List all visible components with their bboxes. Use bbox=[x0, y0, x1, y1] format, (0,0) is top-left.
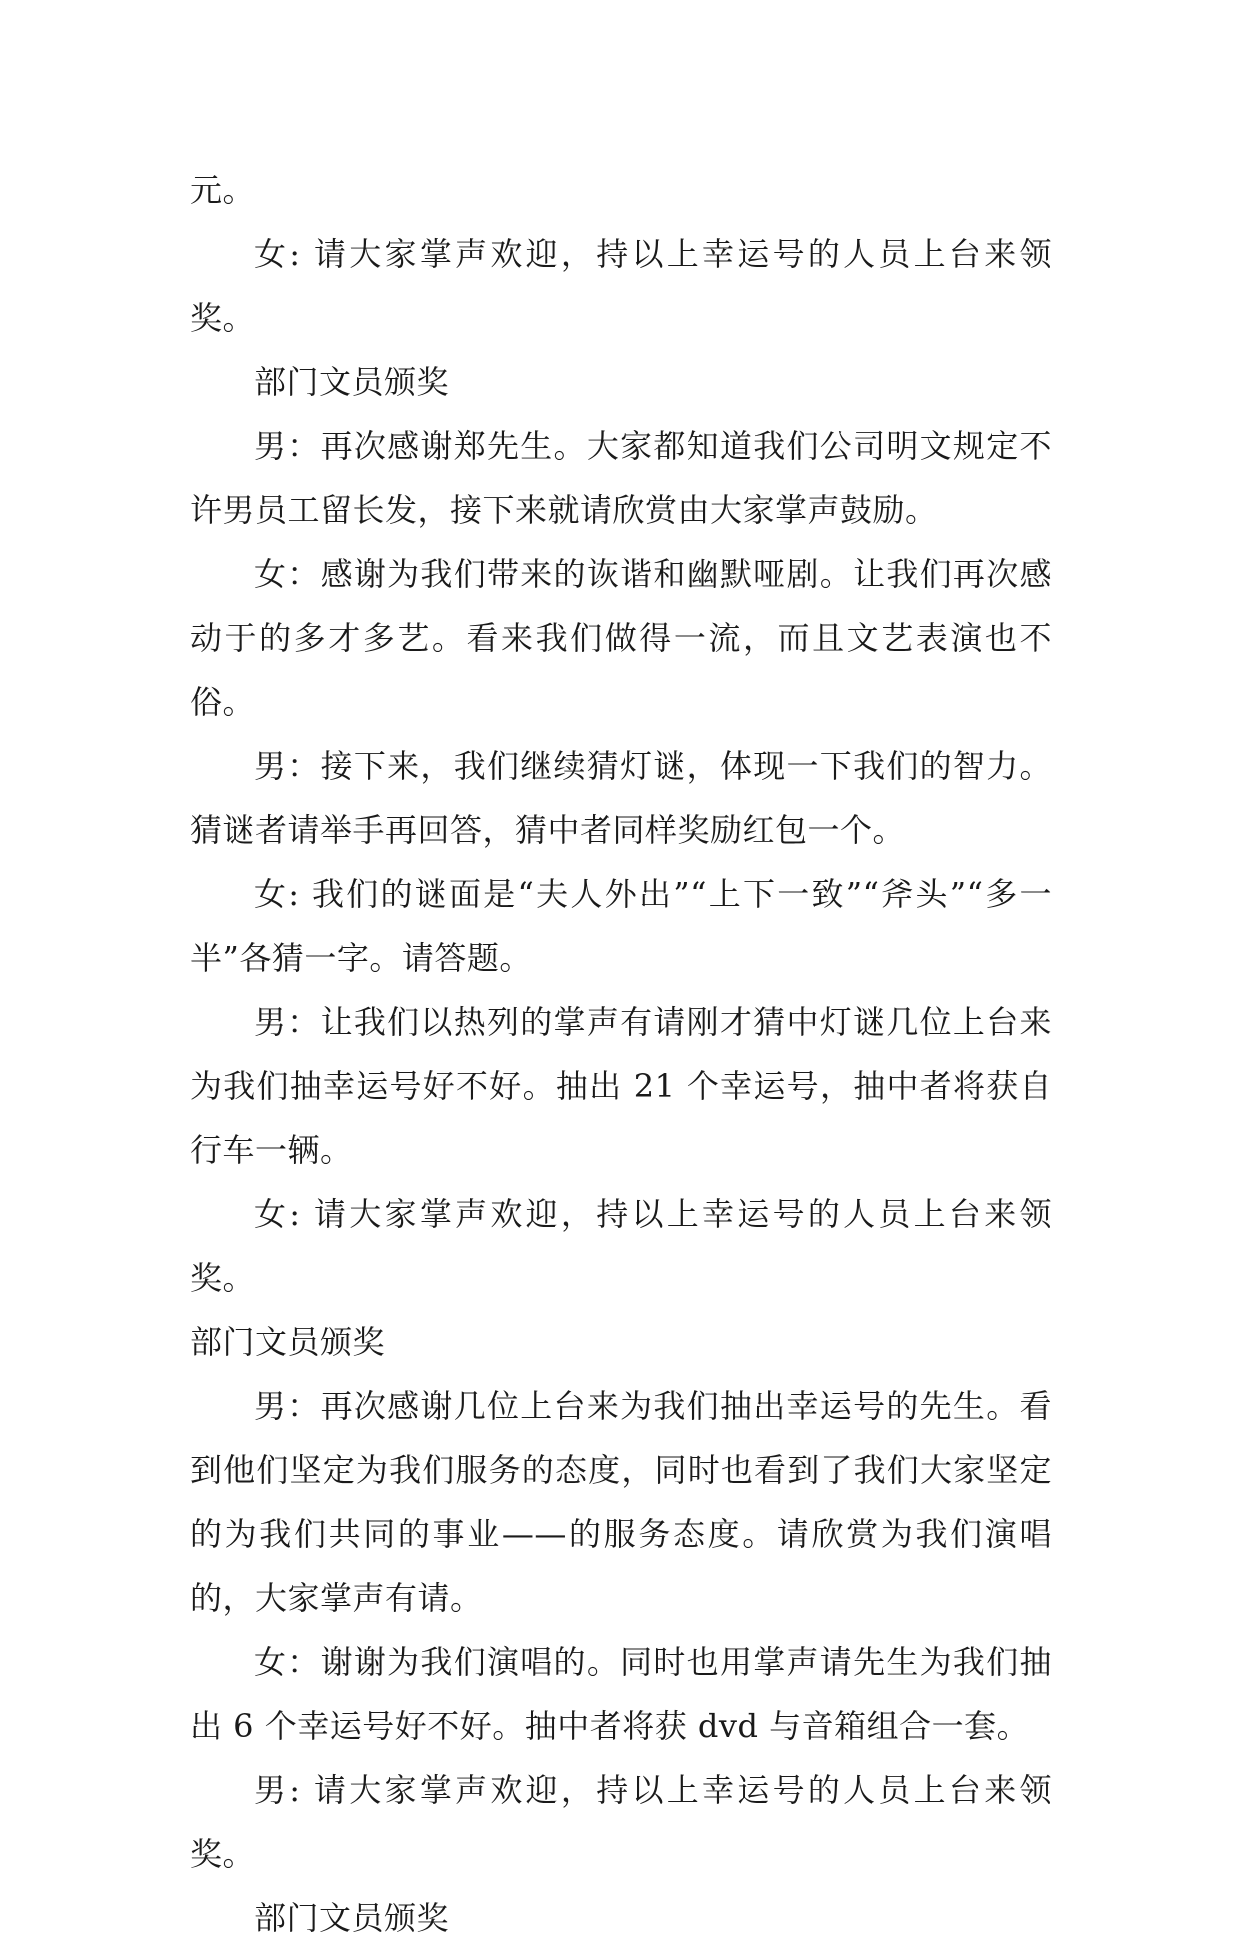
paragraph: 部门文员颁奖 bbox=[190, 1323, 386, 1361]
paragraph: 女：谢谢为我们演唱的。同时也用掌声请先生为我们抽出 6 个幸运号好不好。抽中者将获 dvd 与音箱组合一套。 bbox=[190, 1643, 1052, 1745]
paragraph: 部门文员颁奖 bbox=[254, 1899, 450, 1937]
paragraph: 女: 请大家掌声欢迎，持以上幸运号的人员上台来领奖。 bbox=[190, 235, 1052, 337]
paragraph: 女：感谢为我们带来的诙谐和幽默哑剧。让我们再次感动于的多才多艺。看来我们做得一流，而且文艺表演也不俗。 bbox=[190, 555, 1052, 721]
paragraph: 元。 bbox=[190, 171, 256, 209]
paragraph: 男：再次感谢郑先生。大家都知道我们公司明文规定不许男员工留长发，接下来就请欣赏由大家掌声鼓励。 bbox=[190, 427, 1052, 529]
paragraph: 部门文员颁奖 bbox=[254, 363, 450, 401]
paragraph: 女: 请大家掌声欢迎，持以上幸运号的人员上台来领奖。 bbox=[190, 1195, 1052, 1297]
document-body bbox=[190, 158, 1052, 1950]
paragraph: 男：让我们以热列的掌声有请刚才猜中灯谜几位上台来为我们抽幸运号好不好。抽出 21 个幸运号，抽中者将获自行车一辆。 bbox=[190, 1003, 1052, 1169]
paragraph: 男: 请大家掌声欢迎，持以上幸运号的人员上台来领奖。 bbox=[190, 1771, 1052, 1873]
paragraph: 男：再次感谢几位上台来为我们抽出幸运号的先生。看到他们坚定为我们服务的态度，同时也看到了我们大家坚定的为我们共同的事业——的服务态度。请欣赏为我们演唱的，大家掌声有请。 bbox=[190, 1387, 1052, 1617]
paragraph: 男：接下来，我们继续猜灯谜，体现一下我们的智力。猜谜者请举手再回答，猜中者同样奖励红包一个。 bbox=[190, 747, 1052, 849]
paragraph: 女: 我们的谜面是“夫人外出”“上下一致”“斧头”“多一半”各猜一字。请答题。 bbox=[190, 875, 1052, 977]
